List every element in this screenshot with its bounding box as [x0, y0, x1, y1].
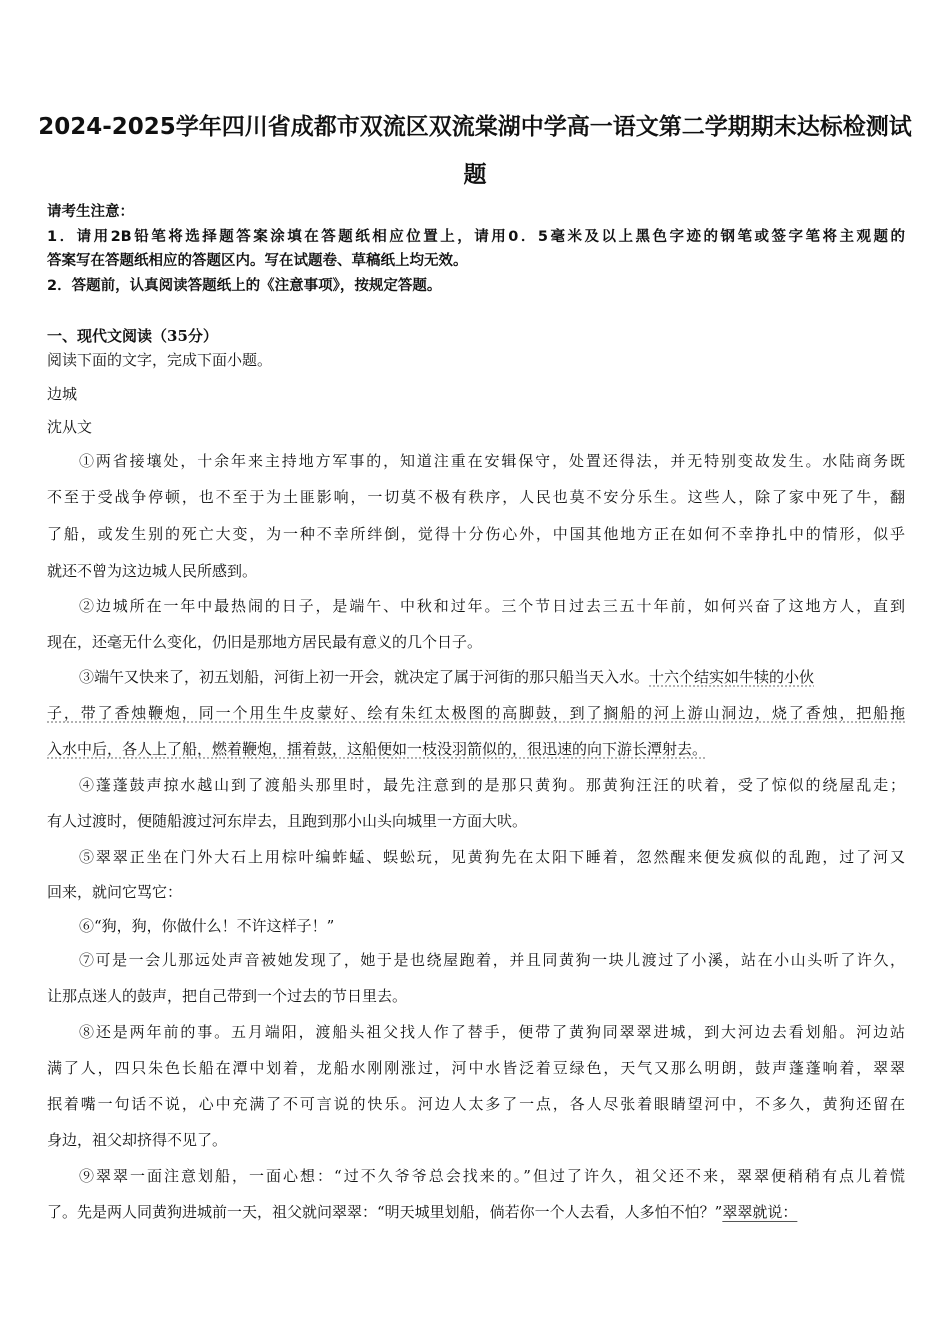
- paragraph-9-line: [47, 1202, 905, 1222]
- underlined-passage: 入水中后，各人上了船，燃着鞭炮，擂着鼓，这船便如一枝没羽箭似的，很迅速的向下游长潭射去。: [47, 740, 708, 758]
- article-author: 沈从文: [47, 418, 93, 436]
- document-title: 2024-2025学年四川省成都市双流区双流棠湖中学高一语文第二学期期末达标检测试: [38, 114, 912, 140]
- paragraph-3-line: [47, 739, 905, 759]
- article-title: 边城: [47, 385, 78, 403]
- paragraph-8-line: 满了人，四只朱色长船在潭中划着，龙船水刚刚涨过，河中水皆泛着豆绿色，天气又那么明朗，鼓声蓬蓬响着，翠翠: [47, 1059, 905, 1077]
- paragraph-3-text: ③端午又快来了，初五划船，河街上初一开会，就决定了属于河街的那只船当天入水。: [79, 668, 650, 686]
- notice-heading: 请考生注意：: [47, 204, 134, 220]
- paragraph-5-line: ⑤翠翠正坐在门外大石上用棕叶编蚱蜢、蜈蚣玩，见黄狗先在太阳下睡着，忽然醒来便发疯似的乱跑，过了河又: [79, 848, 905, 866]
- notice-item-2: 2．答题前，认真阅读答题纸上的《注意事项》，按规定答题。: [47, 278, 442, 294]
- paragraph-7-line: 让那点迷人的鼓声，把自己带到一个过去的节日里去。: [47, 987, 408, 1005]
- underlined-passage: 子，带了香烛鞭炮，同一个用生牛皮蒙好、绘有朱红太极图的高脚鼓，到了搁船的河上游山洞边，烧了香烛，把船拖: [47, 704, 905, 722]
- paragraph-1-line: 不至于受战争停顿，也不至于为土匪影响，一切莫不极有秩序，人民也莫不安分乐生。这些人，除了家中死了牛，翻: [47, 488, 905, 506]
- paragraph-8-line: 身边，祖父却挤得不见了。: [47, 1131, 228, 1149]
- paragraph-2-line: ②边城所在一年中最热闹的日子，是端午、中秋和过年。三个节日过去三五十年前，如何兴奋了这地方人，直到: [79, 597, 905, 615]
- paragraph-4-line: ④蓬蓬鼓声掠水越山到了渡船头那里时，最先注意到的是那只黄狗。那黄狗汪汪的吠着，受了惊似的绕屋乱走；: [79, 776, 905, 794]
- document-title-continued: 题: [463, 162, 487, 188]
- section-instruction: 阅读下面的文字，完成下面小题。: [47, 351, 273, 369]
- paragraph-1-line: 就还不曾为这边城人民所感到。: [47, 562, 258, 580]
- paragraph-1-line: ①两省接壤处，十余年来主持地方军事的，知道注重在安辑保守，处置还得法，并无特别变故发生。水陆商务既: [79, 452, 905, 470]
- paragraph-9-line: ⑨翠翠一面注意划船，一面心想：“过不久爷爷总会找来的。”但过了许久，祖父还不来，翠翠便稍稍有点儿着慌: [79, 1167, 905, 1185]
- paragraph-3-line: [79, 667, 905, 687]
- paragraph-1-line: 了船，或发生别的死亡大变，为一种不幸所绊倒，觉得十分伤心外，中国其他地方正在如何不幸挣扎中的情形，似乎: [47, 525, 905, 543]
- paragraph-4-line: 有人过渡时，便随船渡过河东岸去，且跑到那小山头向城里一方面大吠。: [47, 812, 528, 830]
- paragraph-6-line: ⑥“狗，狗，你做什么！不许这样子！”: [79, 917, 335, 935]
- section-heading: 一、现代文阅读（35分）: [47, 327, 218, 345]
- paragraph-8-line: ⑧还是两年前的事。五月端阳，渡船头祖父找人作了替手，便带了黄狗同翠翠进城，到大河边去看划船。河边站: [79, 1023, 905, 1041]
- paragraph-2-line: 现在，还毫无什么变化，仍旧是那地方居民最有意义的几个日子。: [47, 633, 483, 651]
- notice-item-1: 1．请用2B铅笔将选择题答案涂填在答题纸相应位置上，请用0．5毫米及以上黑色字迹的钢笔或签字笔将主观题的: [47, 229, 905, 245]
- notice-item-1-cont: 答案写在答题纸相应的答题区内。写在试题卷、草稿纸上均无效。: [47, 253, 468, 269]
- paragraph-8-line: 抿着嘴一句话不说，心中充满了不可言说的快乐。河边人太多了一点，各人尽张着眼睛望河中，不多久，黄狗还留在: [47, 1095, 905, 1113]
- paragraph-5-line: 回来，就问它骂它：: [47, 883, 183, 901]
- underlined-phrase: 翠翠就说：: [722, 1203, 798, 1221]
- paragraph-9-text: 了。先是两人同黄狗进城前一天，祖父就问翠翠：“明天城里划船，倘若你一个人去看，人多怕不怕？”: [47, 1203, 723, 1221]
- paragraph-7-line: ⑦可是一会儿那远处声音被她发现了，她于是也绕屋跑着，并且同黄狗一块儿渡过了小溪，站在小山头听了许久，: [79, 951, 905, 969]
- underlined-passage: 十六个结实如牛犊的小伙: [649, 668, 815, 686]
